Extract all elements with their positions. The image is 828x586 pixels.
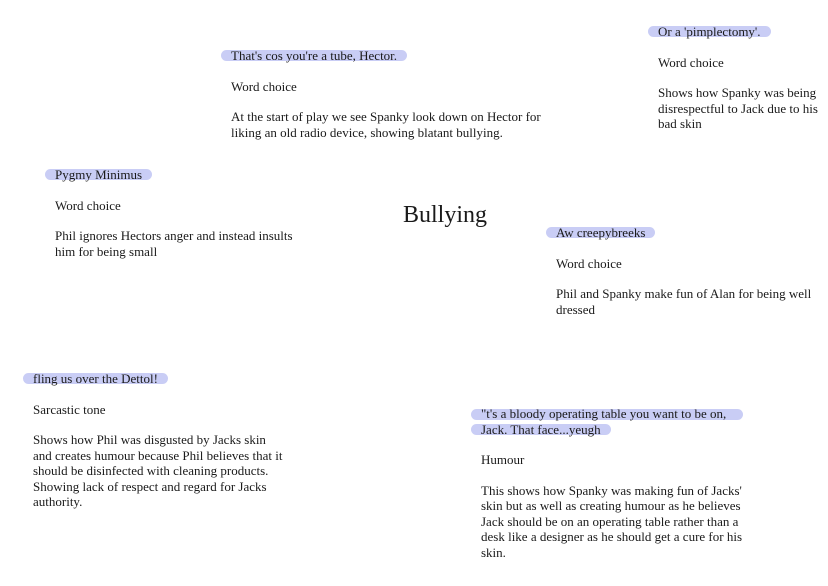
device-label: Humour — [481, 452, 525, 467]
quote-text: Aw creepybreeks — [556, 225, 646, 240]
device-label: Word choice — [658, 54, 724, 70]
analysis-text: Phil ignores Hectors anger and instead insults him for being small — [55, 228, 293, 259]
note-tube — [231, 48, 561, 140]
analysis-text: At the start of play we see Spanky look down on Hector for liking an old radio device, showing blatant bullying. — [231, 109, 541, 140]
quote-highlight — [556, 225, 645, 241]
device-label: Sarcastic tone — [33, 401, 106, 417]
quote-highlight — [481, 406, 751, 437]
quote-text: That's cos you're a tube, Hector. — [231, 48, 398, 63]
page-title: Bullying — [403, 202, 488, 228]
quote-text: Or a 'pimplectomy'. — [658, 24, 761, 39]
device-label: Word choice — [556, 255, 622, 271]
note-pimplectomy — [658, 24, 823, 132]
note-creepybreeks — [556, 225, 826, 317]
quote-highlight — [231, 48, 397, 64]
quote-text: fling us over the Dettol! — [33, 371, 158, 386]
note-operating-table — [481, 406, 751, 560]
quote-highlight — [33, 371, 158, 387]
note-dettol — [33, 371, 283, 510]
analysis-text: Shows how Spanky was being disrespectful to Jack due to his bad skin — [658, 85, 818, 131]
quote-highlight — [658, 24, 761, 40]
analysis-text: This shows how Spanky was making fun of Jacks' skin but as well as creating humour as he believes Jack should be on an operating table rather than a desk like a designer as he should get a cure for his skin. — [481, 482, 743, 560]
quote-highlight — [55, 167, 142, 183]
device-label: Word choice — [55, 197, 121, 213]
note-pygmy-minimus — [55, 167, 315, 259]
analysis-text: Phil and Spanky make fun of Alan for being well dressed — [556, 286, 812, 317]
quote-text: "t's a bloody operating table you want to be on, Jack. That face...yeugh — [481, 406, 727, 437]
analysis-text: Shows how Phil was disgusted by Jacks skin and creates humour because Phil believes that it should be disinfected with cleaning products. Showing lack of respect and regard for Jacks authority. — [33, 432, 283, 509]
device-label: Word choice — [231, 78, 297, 94]
quote-text: Pygmy Minimus — [55, 167, 143, 182]
